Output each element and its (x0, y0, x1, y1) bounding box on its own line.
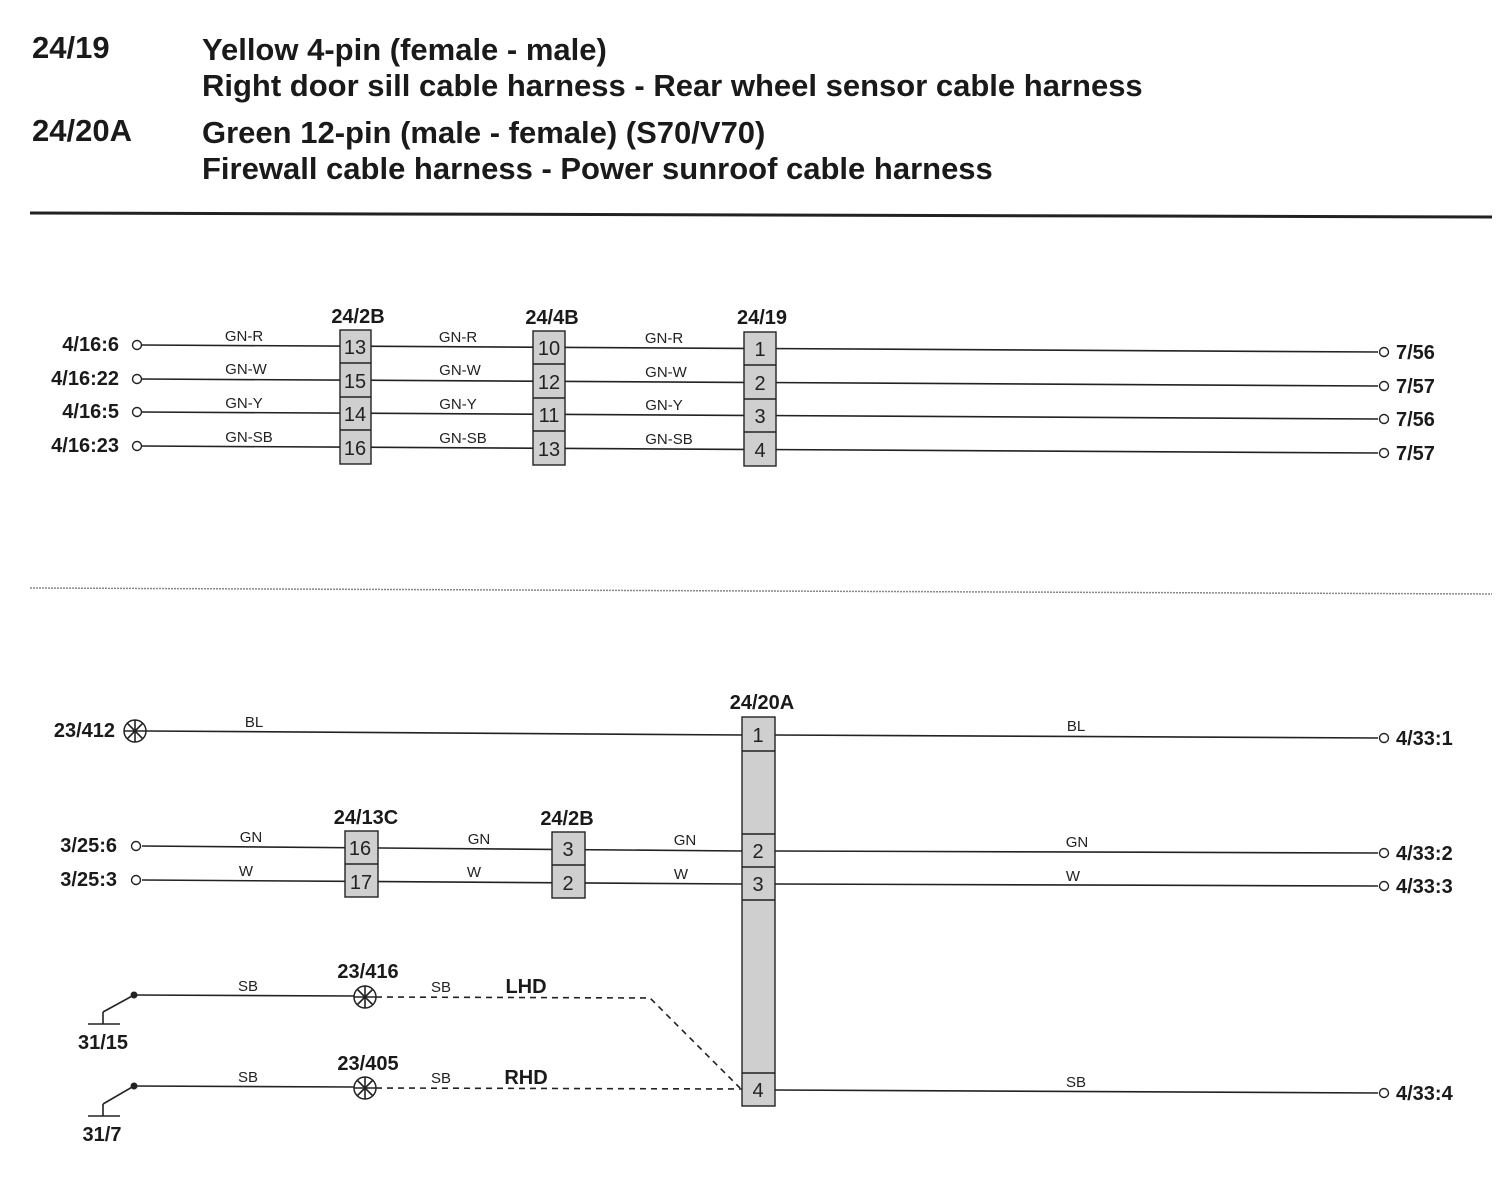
pin-number: 16 (343, 438, 367, 460)
terminal-right: 7/56 (1396, 342, 1435, 364)
pin-number: 2 (562, 873, 574, 895)
terminal-left: 3/25:6 (60, 835, 117, 857)
connector-label-24-2b: 24/2B (540, 808, 594, 830)
terminal-ring-icon (1380, 1089, 1389, 1098)
terminal-ring-icon (1380, 415, 1389, 424)
header-divider (30, 213, 1492, 217)
header-title-2: Green 12-pin (male - female) (S70/V70) (202, 115, 766, 150)
pin-number: 1 (752, 725, 764, 747)
wire-color-label: BL (244, 714, 264, 731)
terminal-ring-icon (133, 408, 142, 417)
splice-label: 23/416 (337, 961, 399, 983)
terminal-left: 4/16:6 (62, 334, 119, 356)
wire-color-label: W (466, 864, 482, 881)
terminal-left: 4/16:23 (51, 435, 119, 457)
terminal-right: 7/57 (1396, 376, 1435, 398)
terminal-ring-icon (1380, 348, 1389, 357)
terminal-ring-icon (1380, 849, 1389, 858)
pin-number: 13 (343, 337, 367, 359)
ground-label: 31/15 (77, 1032, 129, 1054)
header-id-1: 24/19 (32, 30, 110, 65)
variant-tag-rhd: RHD (504, 1067, 548, 1089)
diagram-1 (51, 306, 1435, 466)
variant-tag-lhd: LHD (505, 976, 547, 998)
pin-number: 2 (754, 373, 766, 395)
splice-icon (354, 1077, 376, 1099)
connector-block-24-20a (742, 717, 775, 1106)
pin-number: 11 (538, 405, 560, 427)
pin-number: 15 (343, 371, 367, 393)
header-title-1: Yellow 4-pin (female - male) (202, 32, 607, 67)
terminal-left: 4/16:22 (51, 368, 119, 390)
wire-color-label: SB (237, 1069, 259, 1086)
pin-number: 3 (754, 406, 766, 428)
terminal-ring-icon (133, 341, 142, 350)
wire-color-label: GN (239, 829, 263, 846)
wire-color-label: GN-SB (645, 431, 693, 448)
terminal-ring-icon (1380, 882, 1389, 891)
ground-switch-icon (88, 1083, 138, 1117)
terminal-left: 3/25:3 (60, 869, 117, 891)
wire-color-label: GN-W (439, 362, 481, 379)
terminal-ring-icon (132, 842, 141, 851)
wire-color-label: GN-W (645, 364, 687, 381)
wire-color-label: GN (467, 831, 491, 848)
header-subtitle-1: Right door sill cable harness - Rear wheel sensor cable harness (202, 68, 1143, 103)
wire-color-label: SB (1065, 1074, 1087, 1091)
wire-color-label: GN (1065, 834, 1089, 851)
wire-color-label: GN-SB (225, 429, 273, 446)
pin-number: 4 (754, 440, 766, 462)
wire-color-label: W (238, 863, 254, 880)
terminal-right: 4/33:3 (1396, 876, 1453, 898)
splice-icon (354, 986, 376, 1008)
terminal-right: 7/56 (1396, 409, 1435, 431)
pin-number: 14 (343, 404, 367, 426)
wire-color-label: GN (673, 832, 697, 849)
terminal-right: 4/33:4 (1396, 1083, 1453, 1105)
ground-label: 31/7 (82, 1124, 122, 1146)
terminal-ring-icon (1380, 382, 1389, 391)
terminal-ring-icon (1380, 449, 1389, 458)
wire-color-label: GN-R (438, 329, 478, 346)
terminal-right: 4/33:2 (1396, 843, 1453, 865)
pin-number: 3 (562, 839, 574, 861)
connector-label-24-13c: 24/13C (333, 807, 399, 829)
wire-color-label: GN-Y (225, 395, 263, 412)
pin-number: 3 (752, 874, 764, 896)
wire-color-label: SB (430, 979, 452, 996)
connector-label-24-20a: 24/20A (729, 692, 795, 714)
diagram-2 (54, 692, 1454, 1146)
wire-color-label: GN-W (225, 361, 267, 378)
wire-color-label: W (1065, 868, 1081, 885)
pin-number: 1 (754, 339, 766, 361)
wire-color-label: GN-Y (439, 396, 477, 413)
wire-color-label: GN-SB (439, 430, 487, 447)
wire-color-label: SB (237, 978, 259, 995)
wire-color-label: GN-Y (645, 397, 683, 414)
terminal-ring-icon (133, 375, 142, 384)
wire-color-label: GN-R (224, 328, 264, 345)
terminal-ring-icon (133, 442, 142, 451)
terminal-right: 4/33:1 (1396, 728, 1453, 750)
section-divider (30, 588, 1492, 594)
splice-left-label: 23/412 (53, 720, 115, 742)
header-id-2: 24/20A (32, 113, 132, 148)
ground-switch-icon (88, 992, 138, 1025)
connector-label-24-4b: 24/4B (525, 307, 579, 329)
header-subtitle-2: Firewall cable harness - Power sunroof cable harness (202, 151, 993, 186)
splice-icon (124, 720, 146, 742)
pin-number: 13 (537, 439, 561, 461)
terminal-right: 7/57 (1396, 443, 1435, 465)
connector-label-24-2b: 24/2B (331, 306, 385, 328)
pin-number: 2 (752, 841, 764, 863)
wire-color-label: GN-R (644, 330, 684, 347)
pin-number: 12 (537, 372, 561, 394)
pin-number: 4 (752, 1080, 764, 1102)
wire-color-label: BL (1066, 718, 1086, 735)
pin-number: 17 (349, 872, 373, 894)
terminal-ring-icon (1380, 734, 1389, 743)
splice-label: 23/405 (337, 1053, 399, 1075)
wire-color-label: W (673, 866, 689, 883)
wire-color-label: SB (430, 1070, 452, 1087)
connector-label-24-19: 24/19 (736, 307, 788, 329)
terminal-left: 4/16:5 (62, 401, 119, 423)
terminal-ring-icon (132, 876, 141, 885)
pin-number: 16 (348, 838, 372, 860)
pin-number: 10 (537, 338, 561, 360)
